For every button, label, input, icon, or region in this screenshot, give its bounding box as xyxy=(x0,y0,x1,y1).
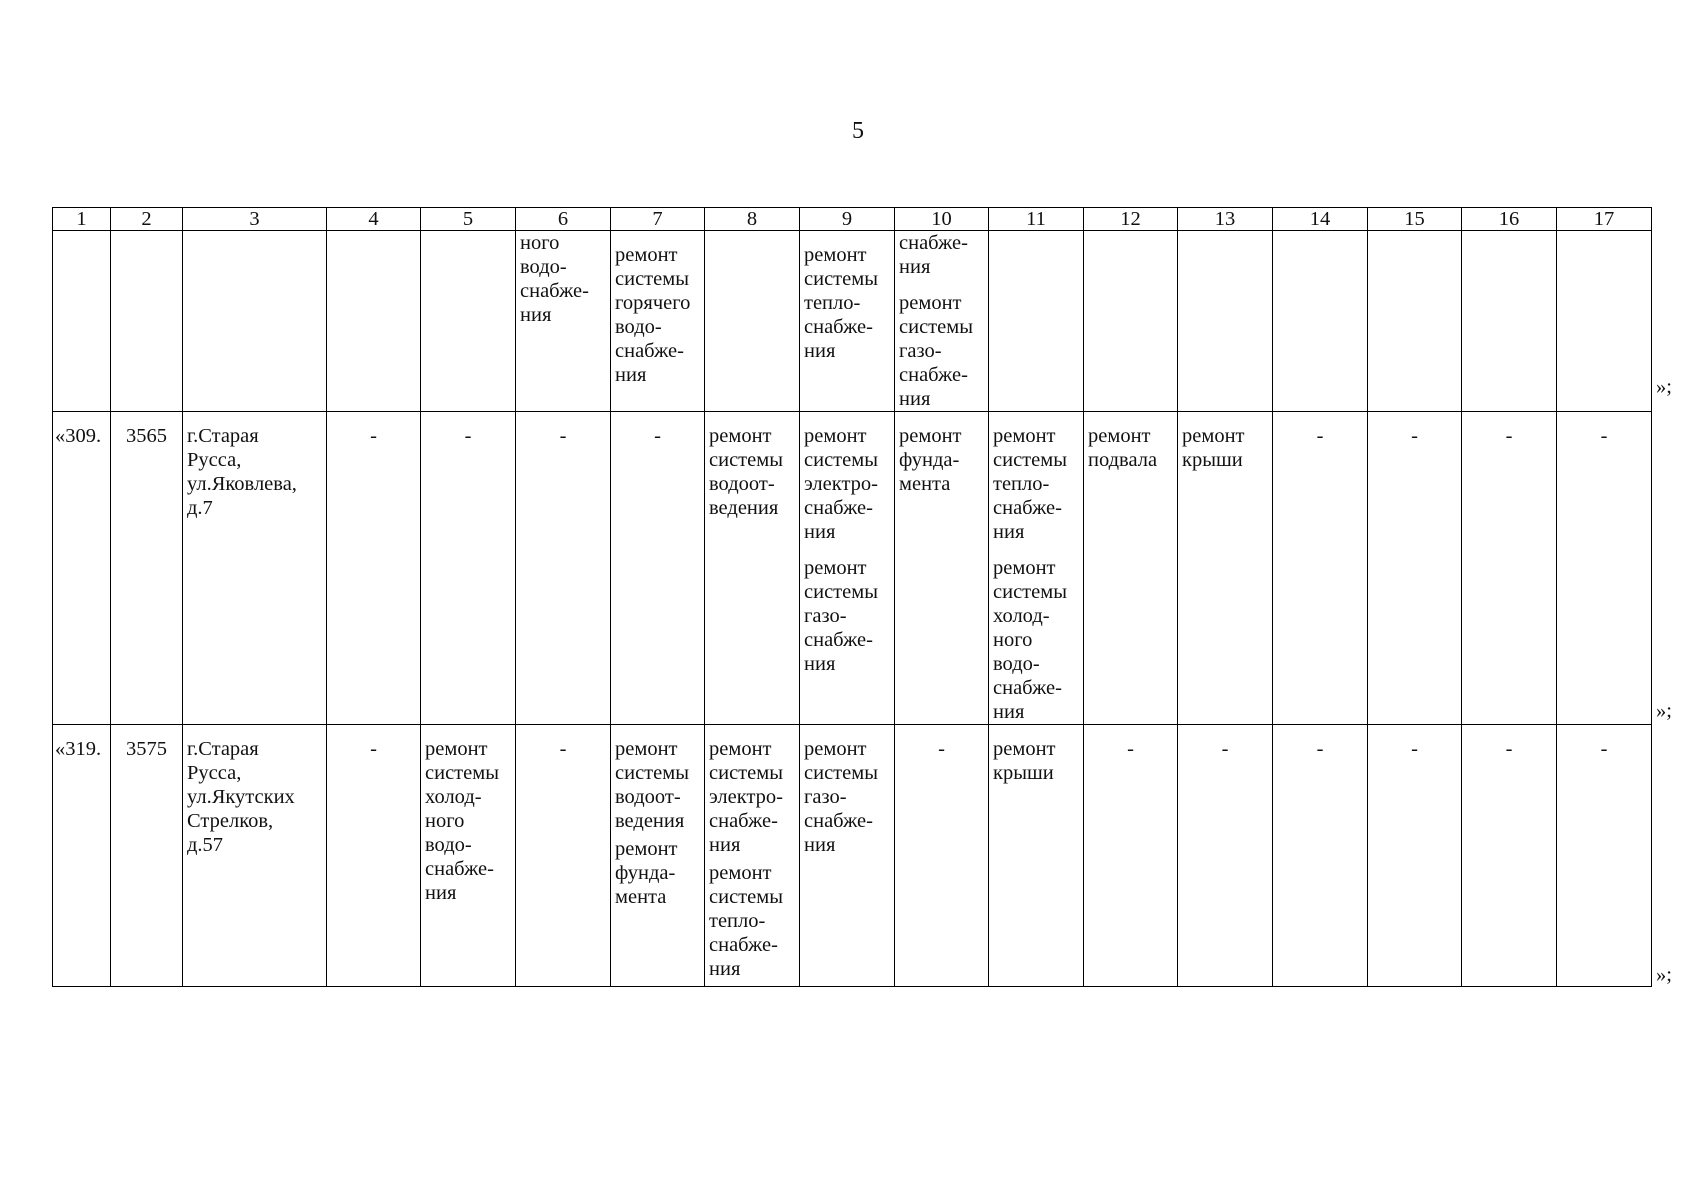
table-cell xyxy=(895,412,989,725)
cell-text: ремонт системы газо- снабже- ния xyxy=(804,738,878,856)
cell-text: ремонт крыши xyxy=(993,738,1056,784)
cell-text: ного водо- снабже- ния xyxy=(520,232,589,326)
table-cell xyxy=(327,231,421,412)
table-cell: - xyxy=(1368,412,1462,725)
cell-text: ремонт фунда- мента xyxy=(899,425,962,495)
table-cell: - xyxy=(1368,725,1462,987)
closing-quote-mark: »; xyxy=(1656,700,1672,722)
table-cell xyxy=(1368,231,1462,412)
table-cell xyxy=(989,725,1084,987)
cell-text: ремонт системы горячего водо- снабже- ния xyxy=(615,244,691,386)
table-cell: - xyxy=(516,725,611,987)
cell-text: ремонт системы тепло- снабже- ния xyxy=(993,425,1067,543)
table-cell xyxy=(421,231,516,412)
table-cell: - xyxy=(1084,725,1178,987)
table-cell xyxy=(111,231,183,412)
column-header: 3 xyxy=(183,208,327,231)
table-cell xyxy=(611,231,705,412)
column-header: 14 xyxy=(1273,208,1368,231)
table-cell: - xyxy=(611,412,705,725)
cell-text: ремонт системы электро- снабже- ния xyxy=(709,738,783,856)
column-header: 6 xyxy=(516,208,611,231)
table-cell xyxy=(1084,412,1178,725)
table-cell: - xyxy=(1273,725,1368,987)
table-cell xyxy=(989,412,1084,725)
column-number-row xyxy=(53,208,1652,231)
table-row xyxy=(53,725,1652,987)
table-cell: - xyxy=(327,412,421,725)
table-cell: - xyxy=(1557,725,1652,987)
table-cell xyxy=(705,725,800,987)
cell-text: ремонт системы газо- снабже- ния xyxy=(804,557,878,675)
table-cell xyxy=(1557,231,1652,412)
column-header: 8 xyxy=(705,208,800,231)
cell-text: снабже- ния xyxy=(899,232,968,278)
table-cell xyxy=(989,231,1084,412)
table-cell xyxy=(800,231,895,412)
table-cell: - xyxy=(1273,412,1368,725)
cell-text: ремонт подвала xyxy=(1088,425,1158,471)
table-cell xyxy=(183,231,327,412)
table-cell: - xyxy=(1178,725,1273,987)
table-row xyxy=(53,231,1652,412)
column-header: 16 xyxy=(1462,208,1557,231)
table-cell xyxy=(800,412,895,725)
table-cell xyxy=(421,725,516,987)
column-header: 1 xyxy=(53,208,111,231)
column-header: 5 xyxy=(421,208,516,231)
row-number: «309. xyxy=(53,412,111,725)
row-number: «319. xyxy=(53,725,111,987)
object-code: 3575 xyxy=(111,725,183,987)
page-number: 5 xyxy=(852,118,864,144)
cell-text: ремонт системы холод- ного водо- снабже- ния xyxy=(425,738,499,904)
table-cell xyxy=(895,231,989,412)
table-cell: - xyxy=(1462,412,1557,725)
cell-text: ремонт системы водоот- ведения xyxy=(615,738,689,832)
column-header: 9 xyxy=(800,208,895,231)
cell-text: ремонт системы тепло- снабже- ния xyxy=(804,244,878,362)
table-cell xyxy=(1084,231,1178,412)
cell-text: ремонт системы газо- снабже- ния xyxy=(899,292,973,410)
table-cell xyxy=(800,725,895,987)
address-text: г.Старая Русса, ул.Яковлева, д.7 xyxy=(187,425,297,519)
object-code: 3565 xyxy=(111,412,183,725)
cell-text: ремонт системы тепло- снабже- ния xyxy=(709,862,783,980)
repair-schedule-table xyxy=(52,207,1652,987)
table-cell: - xyxy=(327,725,421,987)
table-cell: - xyxy=(516,412,611,725)
address-text: г.Старая Русса, ул.Якутских Стрелков, д.57 xyxy=(187,738,295,856)
table-cell xyxy=(1462,231,1557,412)
cell-text: ремонт системы холод- ного водо- снабже- ния xyxy=(993,557,1067,723)
column-header: 2 xyxy=(111,208,183,231)
table-cell: - xyxy=(1557,412,1652,725)
table-row xyxy=(53,412,1652,725)
address-cell xyxy=(183,412,327,725)
column-header: 10 xyxy=(895,208,989,231)
closing-quote-mark: »; xyxy=(1656,376,1672,398)
table-cell: - xyxy=(895,725,989,987)
column-header: 15 xyxy=(1368,208,1462,231)
closing-quote-mark: »; xyxy=(1656,964,1672,986)
column-header: 12 xyxy=(1084,208,1178,231)
column-header: 4 xyxy=(327,208,421,231)
cell-text: ремонт фунда- мента xyxy=(615,838,678,908)
table-cell xyxy=(611,725,705,987)
table-cell xyxy=(1178,231,1273,412)
table-cell xyxy=(53,231,111,412)
cell-text: ремонт системы водоот- ведения xyxy=(709,425,783,519)
table-cell: - xyxy=(1462,725,1557,987)
cell-text: ремонт крыши xyxy=(1182,425,1245,471)
address-cell xyxy=(183,725,327,987)
table-cell: - xyxy=(421,412,516,725)
table-cell xyxy=(1273,231,1368,412)
table-cell xyxy=(516,231,611,412)
column-header: 17 xyxy=(1557,208,1652,231)
table-cell xyxy=(1178,412,1273,725)
column-header: 13 xyxy=(1178,208,1273,231)
table-cell xyxy=(705,231,800,412)
column-header: 7 xyxy=(611,208,705,231)
cell-text: ремонт системы электро- снабже- ния xyxy=(804,425,878,543)
column-header: 11 xyxy=(989,208,1084,231)
table-cell xyxy=(705,412,800,725)
